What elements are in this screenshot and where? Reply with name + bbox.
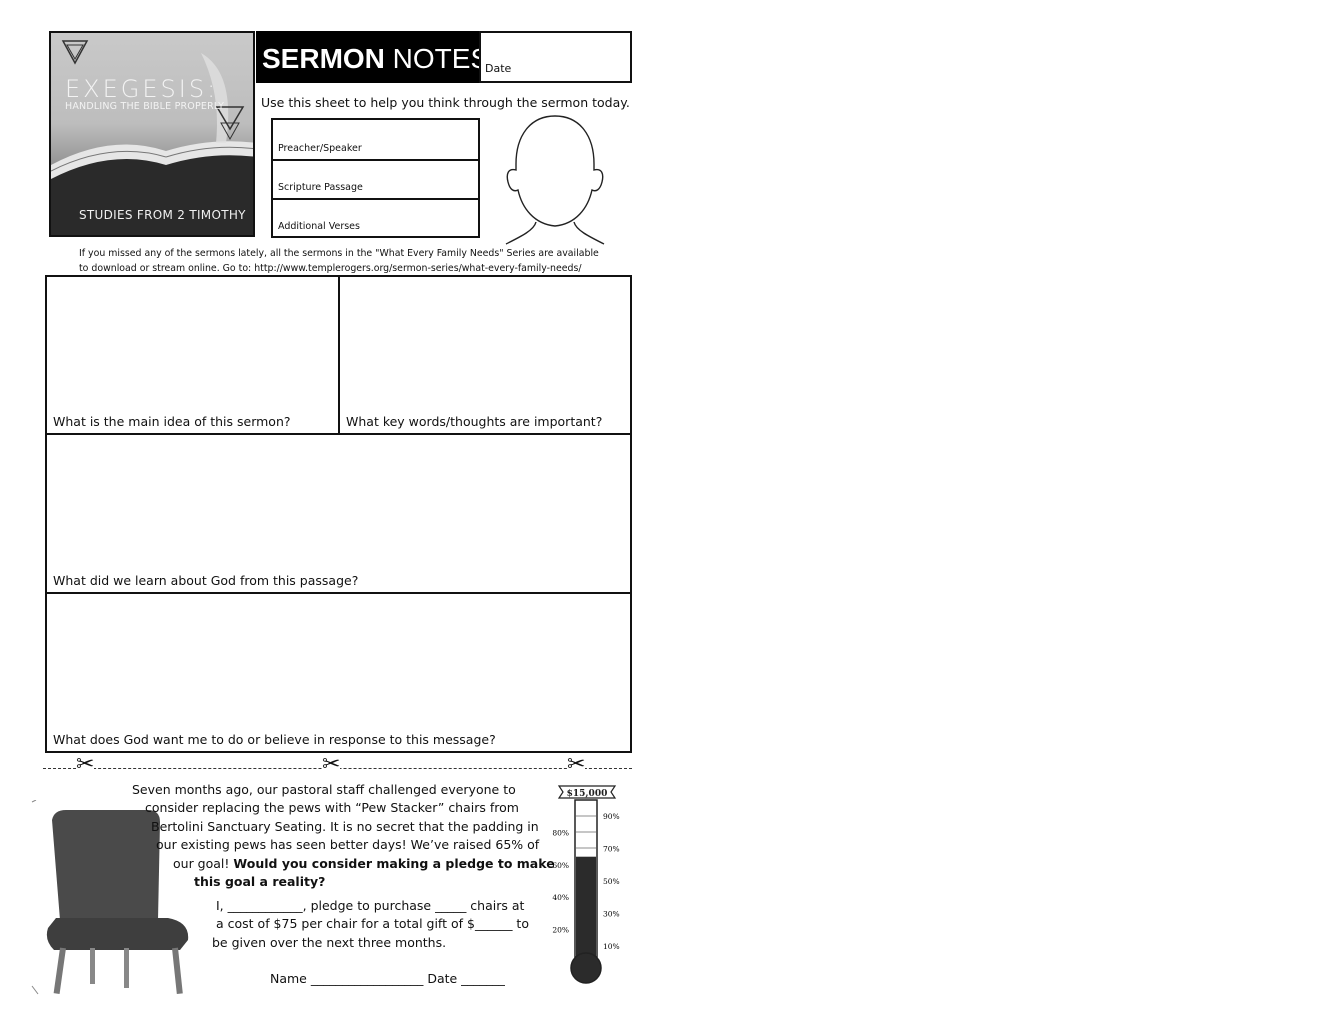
pledge-question: Would you consider making a pledge to make xyxy=(233,855,555,871)
thermometer-tick-label: 10% xyxy=(603,941,620,951)
main-idea-prompt: What is the main idea of this sermon? xyxy=(53,414,291,429)
intro-text: Use this sheet to help you think through the sermon today. xyxy=(261,95,630,110)
name-date-line[interactable]: Name __________________ Date _______ xyxy=(270,971,505,986)
para-line: consider replacing the pews with “Pew Stacker” chairs from xyxy=(145,800,519,816)
thermometer-tick-label: 20% xyxy=(552,925,569,935)
bible-photo xyxy=(51,33,255,237)
fundraising-thermometer xyxy=(545,782,630,986)
para-line: our existing pews has seen better days! We’ve raised 65% of xyxy=(156,837,540,853)
thermometer-left-scale xyxy=(552,828,569,934)
thermometer-tick-label: 50% xyxy=(603,877,620,886)
key-words-box[interactable] xyxy=(338,275,632,435)
goal-amount: $15,000 xyxy=(566,789,608,799)
response-prompt: What does God want me to do or believe in response to this message? xyxy=(53,732,496,747)
scissors-icon: ✂ xyxy=(76,752,95,777)
thermometer-tick-label: 70% xyxy=(603,844,620,854)
response-box[interactable] xyxy=(45,592,632,753)
date-label: Date xyxy=(485,62,512,75)
preacher-label: Preacher/Speaker xyxy=(278,143,362,154)
scissors-icon: ✂ xyxy=(567,752,586,777)
thermometer-tick-label: 60% xyxy=(552,860,569,870)
speaker-info-table xyxy=(271,118,480,238)
key-words-prompt: What key words/thoughts are important? xyxy=(346,414,603,429)
date-field[interactable] xyxy=(479,31,632,83)
preacher-field[interactable] xyxy=(273,120,478,159)
pledge-line[interactable]: I, ____________, pledge to purchase _____ chairs at xyxy=(216,898,525,913)
pledge-appeal-text xyxy=(118,781,555,891)
para-line-with-bold: our goal! Would you consider making a pledge to make xyxy=(173,855,555,871)
series-subtitle: HANDLING THE BIBLE PROPERLY xyxy=(65,101,225,112)
series-title: EXEGESIS: xyxy=(65,75,219,103)
head-outline-icon xyxy=(500,112,610,246)
sermon-notes-header xyxy=(256,31,490,83)
pledge-form xyxy=(208,897,529,952)
page-title: SERMON NOTES xyxy=(262,43,490,74)
missed-sermons-note xyxy=(79,246,599,276)
pledge-question-end: this goal a reality? xyxy=(194,874,326,890)
missed-line-1: If you missed any of the sermons lately, all the sermons in the "What Every Family Needs" Series are available xyxy=(79,248,599,259)
learn-about-god-prompt: What did we learn about God from this passage? xyxy=(53,573,359,588)
series-footer: STUDIES FROM 2 TIMOTHY xyxy=(79,208,246,222)
pledge-line[interactable]: a cost of $75 per chair for a total gift of $______ to xyxy=(216,916,529,932)
scissors-icon: ✂ xyxy=(322,752,341,777)
para-line: Seven months ago, our pastoral staff challenged everyone to xyxy=(132,782,516,797)
thermometer-tick-label: 80% xyxy=(552,828,569,838)
learn-about-god-box[interactable] xyxy=(45,433,632,594)
thermometer-tick-label: 90% xyxy=(603,812,620,822)
thermometer-right-scale xyxy=(603,812,620,951)
additional-verses-label: Additional Verses xyxy=(278,221,360,232)
para-line: Bertolini Sanctuary Seating. It is no secret that the padding in xyxy=(151,818,539,834)
scripture-label: Scripture Passage xyxy=(278,182,363,193)
pledge-line: be given over the next three months. xyxy=(212,934,447,950)
progress-fill xyxy=(576,857,596,962)
thermometer-tick-label: 30% xyxy=(603,909,620,919)
scripture-field[interactable] xyxy=(273,159,478,198)
main-idea-box[interactable] xyxy=(45,275,340,435)
thermometer-tick-label: 40% xyxy=(552,893,569,903)
missed-line-2: to download or stream online. Go to: http://www.templerogers.org/sermon-series/what-every-family-needs/ xyxy=(79,263,582,274)
series-artwork xyxy=(49,31,255,237)
additional-verses-field[interactable] xyxy=(273,198,478,237)
